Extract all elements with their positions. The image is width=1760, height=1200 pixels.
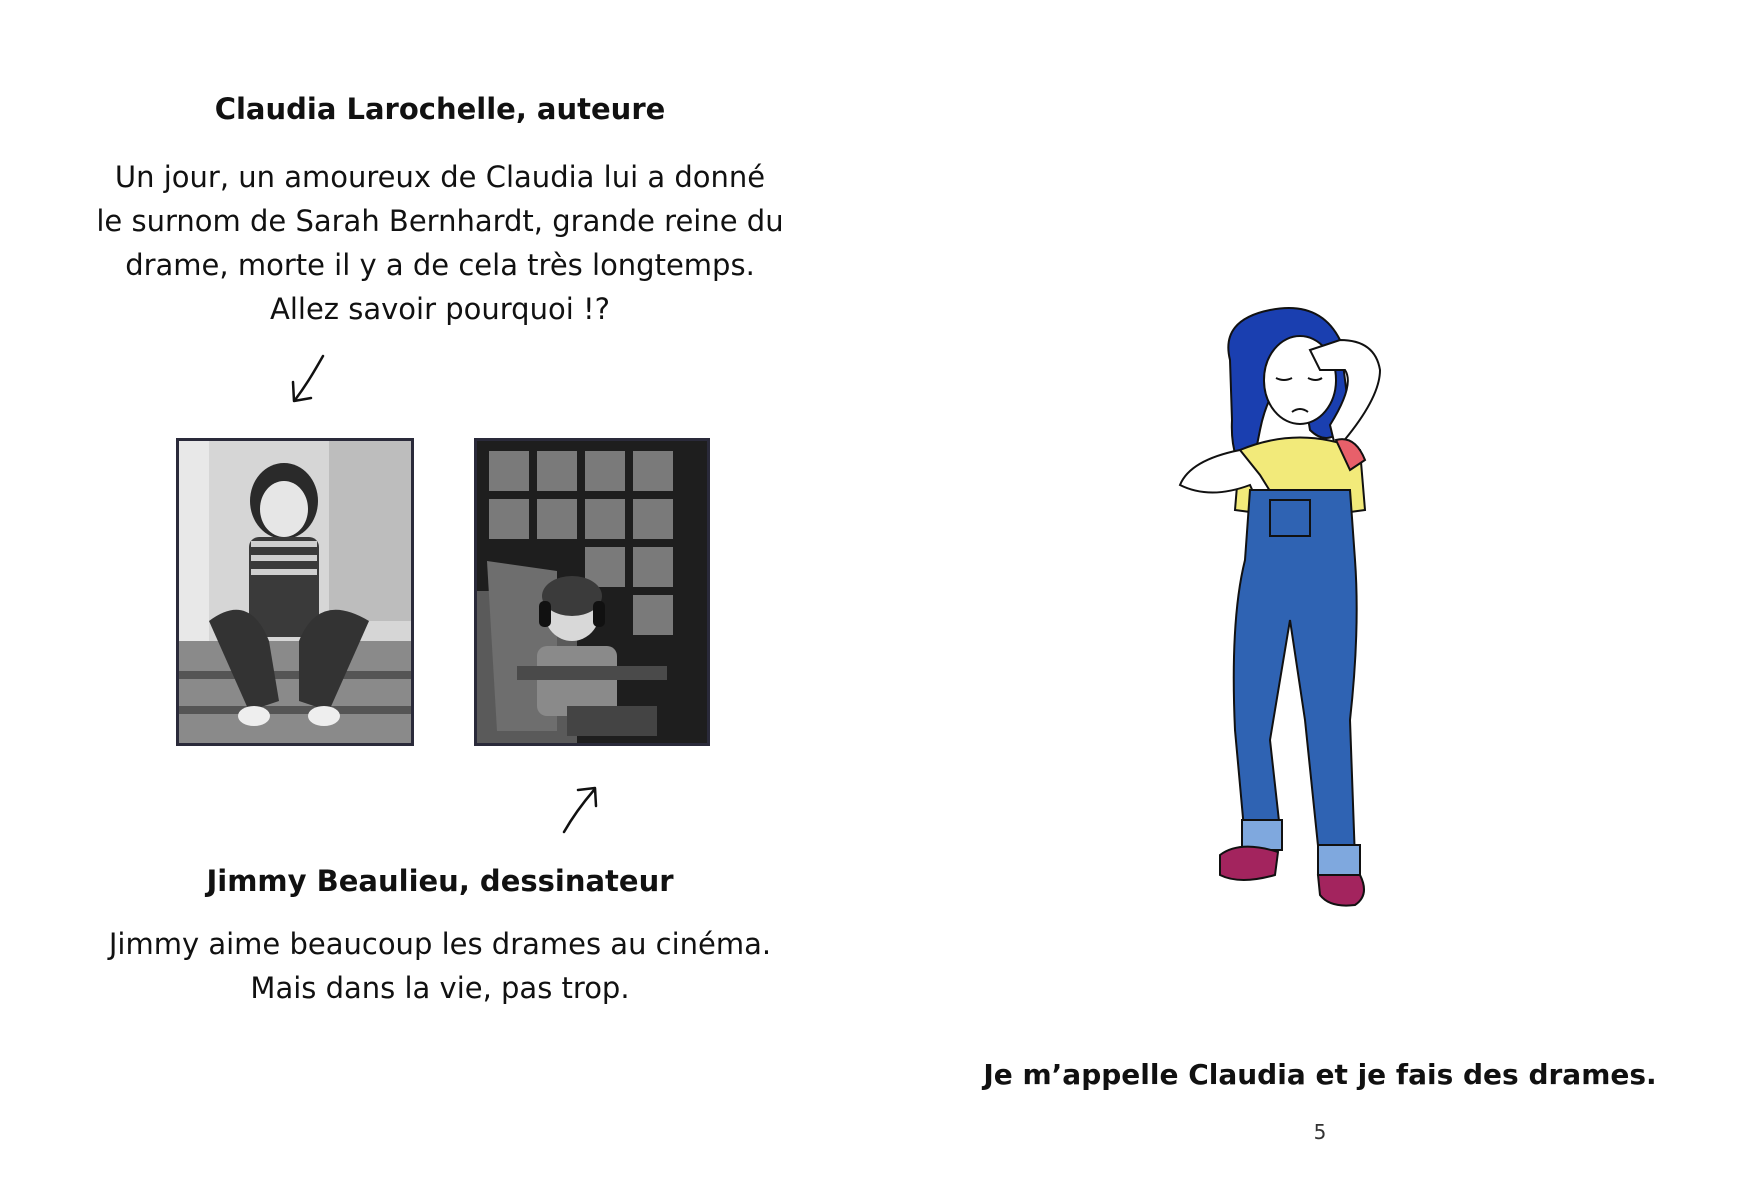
- illustrator-bio-line: Jimmy aime beaucoup les drames au cinéma.: [108, 927, 772, 961]
- author-childhood-photo: [176, 438, 414, 746]
- page-caption: Je m’appelle Claudia et je fais des drames.: [983, 1058, 1657, 1091]
- arrow-up-right-icon: [556, 782, 606, 837]
- illustrator-bio-line: Mais dans la vie, pas trop.: [250, 971, 630, 1005]
- right-shoe: [1318, 875, 1364, 906]
- author-bio: [60, 155, 820, 331]
- arrow-down-left-icon: [285, 352, 335, 407]
- page-number: 5: [1313, 1120, 1327, 1144]
- author-bio-line: le surnom de Sarah Bernhardt, grande reine du: [96, 204, 784, 238]
- illustrator-heading: Jimmy Beaulieu, dessinateur: [206, 864, 674, 898]
- illustrator-bio: [60, 922, 820, 1010]
- author-bio-line: Un jour, un amoureux de Claudia lui a donné: [114, 160, 766, 194]
- left-shoe: [1220, 847, 1278, 880]
- overalls: [1234, 490, 1357, 865]
- author-bio-line: drame, morte il y a de cela très longtemps.: [125, 248, 755, 282]
- right-cuff: [1318, 845, 1360, 875]
- left-cuff: [1242, 820, 1282, 850]
- illustrator-childhood-photo: [474, 438, 710, 746]
- author-bio-line: Allez savoir pourquoi !?: [270, 292, 610, 326]
- author-heading: Claudia Larochelle, auteure: [214, 92, 666, 126]
- overalls-pocket: [1270, 500, 1310, 536]
- claudia-illustration: [1150, 300, 1470, 940]
